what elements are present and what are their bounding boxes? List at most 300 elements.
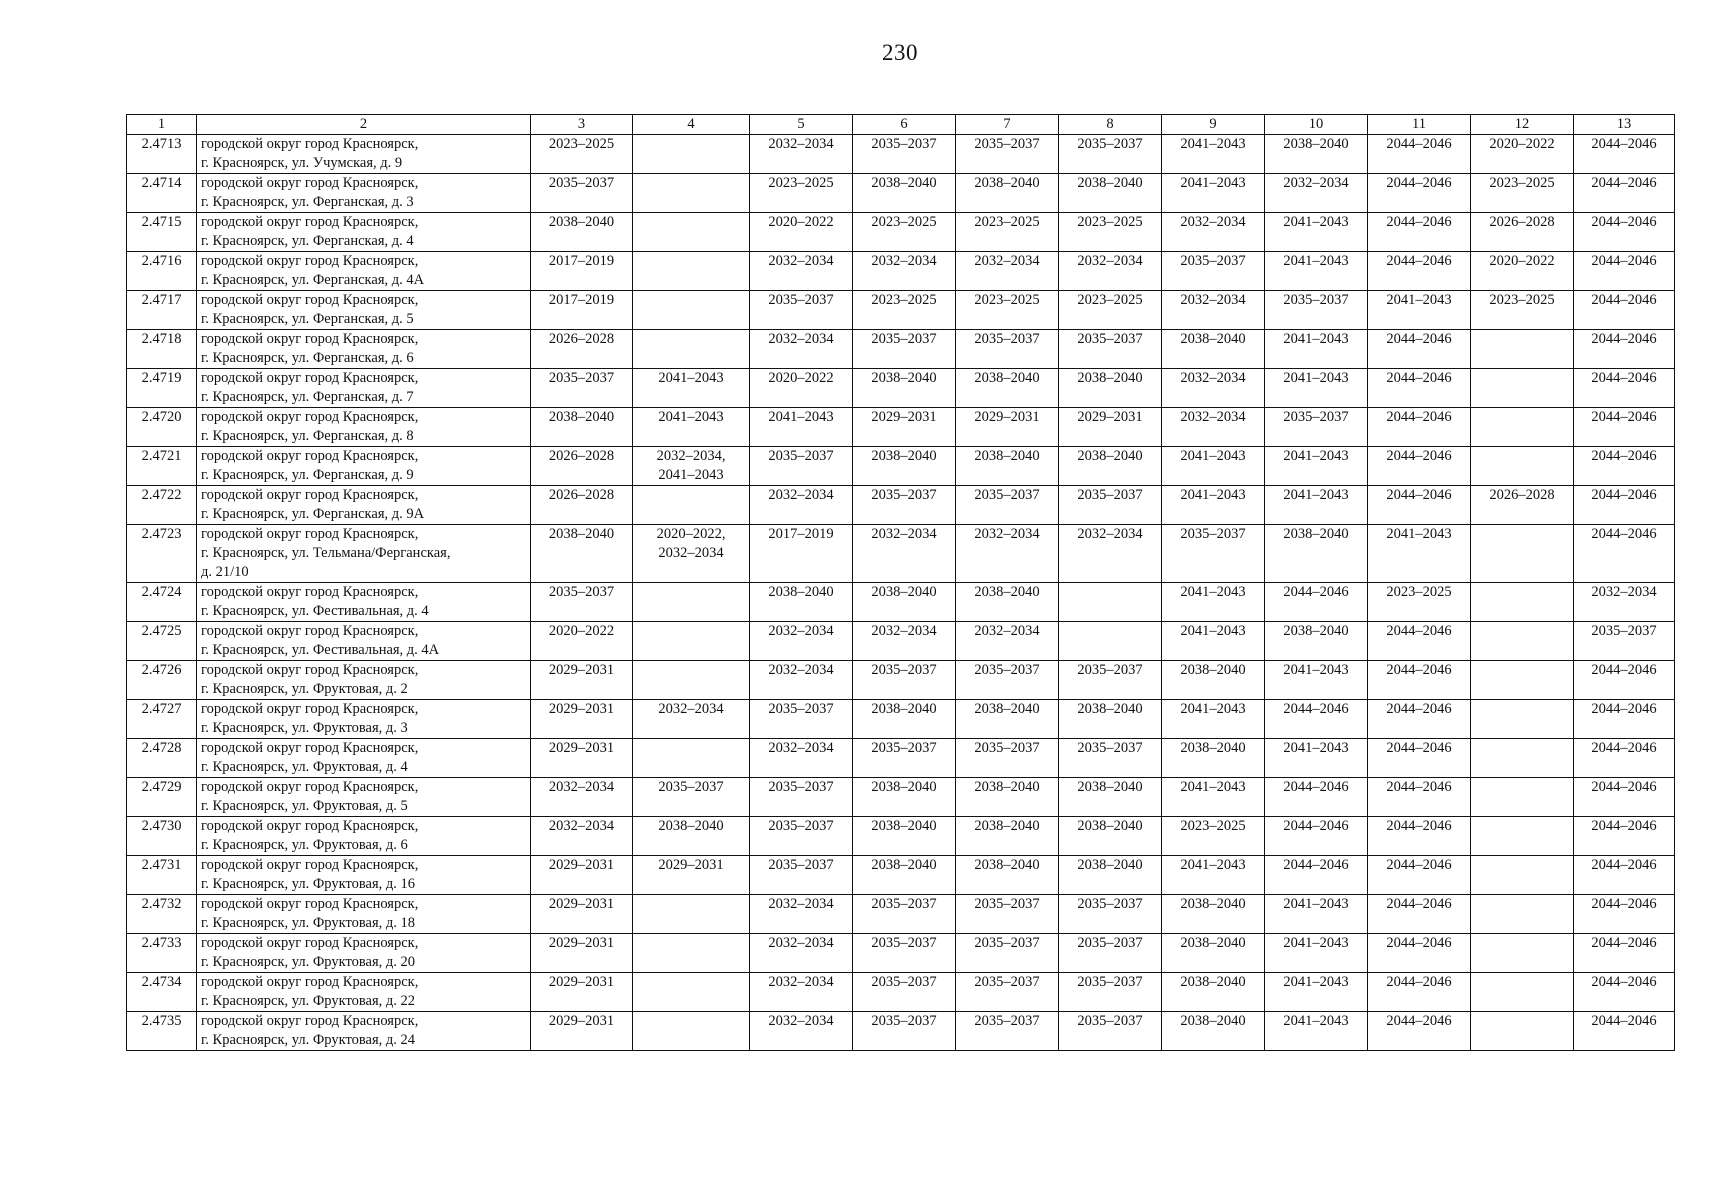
address-line: г. Красноярск, ул. Ферганская, д. 7	[201, 389, 414, 405]
address-line: городской округ город Красноярск,	[201, 701, 419, 717]
row-number-cell: 2.4733	[127, 934, 197, 973]
table-row	[127, 778, 1675, 817]
address-line: городской округ город Красноярск,	[201, 935, 419, 951]
table-row	[127, 895, 1675, 934]
row-number-cell: 2.4724	[127, 583, 197, 622]
period-cell-col-10: 2041–2043	[1265, 252, 1368, 291]
period-cell-col-7: 2032–2034	[956, 622, 1059, 661]
row-number-cell: 2.4732	[127, 895, 197, 934]
period-cell-col-9: 2038–2040	[1162, 661, 1265, 700]
period-cell-col-5: 2035–2037	[750, 856, 853, 895]
address-line: городской округ город Красноярск,	[201, 818, 419, 834]
period-cell-col-9: 2041–2043	[1162, 486, 1265, 525]
table-row	[127, 486, 1675, 525]
period-cell-col-11: 2023–2025	[1368, 583, 1471, 622]
period-cell-col-9: 2032–2034	[1162, 408, 1265, 447]
period-cell-col-7: 2035–2037	[956, 330, 1059, 369]
period-cell-col-12	[1471, 895, 1574, 934]
period-cell-col-6: 2038–2040	[853, 856, 956, 895]
address-cell	[197, 174, 531, 213]
period-cell-col-9: 2041–2043	[1162, 174, 1265, 213]
address-line: г. Красноярск, ул. Фруктовая, д. 6	[201, 837, 408, 853]
column-header-4: 4	[633, 115, 750, 135]
period-cell-col-11: 2044–2046	[1368, 1012, 1471, 1051]
address-cell	[197, 895, 531, 934]
period-cell-col-7: 2038–2040	[956, 583, 1059, 622]
row-number-cell: 2.4723	[127, 525, 197, 583]
column-number-header-row	[127, 115, 1675, 135]
period-cell-col-13: 2044–2046	[1574, 291, 1675, 330]
period-cell-col-13: 2044–2046	[1574, 486, 1675, 525]
period-cell-col-6: 2035–2037	[853, 973, 956, 1012]
period-cell-col-3: 2029–2031	[531, 661, 633, 700]
address-line: г. Красноярск, ул. Ферганская, д. 9	[201, 467, 414, 483]
period-cell-col-5: 2038–2040	[750, 583, 853, 622]
period-cell-col-11: 2044–2046	[1368, 174, 1471, 213]
period-cell-col-7: 2035–2037	[956, 661, 1059, 700]
period-cell-col-10: 2041–2043	[1265, 661, 1368, 700]
period-cell-col-12: 2020–2022	[1471, 135, 1574, 174]
period-cell-col-7: 2035–2037	[956, 486, 1059, 525]
period-cell-col-10: 2041–2043	[1265, 330, 1368, 369]
period-cell-col-13: 2044–2046	[1574, 213, 1675, 252]
period-cell-col-9: 2038–2040	[1162, 1012, 1265, 1051]
page-number: 230	[882, 40, 918, 65]
period-cell-col-4: 2041–2043	[633, 408, 750, 447]
period-cell-col-11: 2044–2046	[1368, 934, 1471, 973]
period-cell-col-11: 2044–2046	[1368, 252, 1471, 291]
column-header-8: 8	[1059, 115, 1162, 135]
schedule-table	[126, 114, 1675, 1051]
address-line: г. Красноярск, ул. Ферганская, д. 6	[201, 350, 414, 366]
table-row	[127, 856, 1675, 895]
address-cell	[197, 934, 531, 973]
address-line: г. Красноярск, ул. Фруктовая, д. 18	[201, 915, 415, 931]
period-cell-col-12	[1471, 778, 1574, 817]
period-cell-col-12: 2023–2025	[1471, 174, 1574, 213]
period-cell-col-13: 2044–2046	[1574, 369, 1675, 408]
table-row	[127, 174, 1675, 213]
table-row	[127, 447, 1675, 486]
address-line: г. Красноярск, ул. Фруктовая, д. 5	[201, 798, 408, 814]
period-cell-col-8: 2035–2037	[1059, 1012, 1162, 1051]
period-cell-col-4: 2035–2037	[633, 778, 750, 817]
period-cell-col-8: 2023–2025	[1059, 291, 1162, 330]
period-cell-col-7: 2038–2040	[956, 778, 1059, 817]
address-line: городской округ город Красноярск,	[201, 526, 419, 542]
period-cell-col-13: 2044–2046	[1574, 895, 1675, 934]
period-cell-col-6: 2035–2037	[853, 739, 956, 778]
period-cell-col-9: 2032–2034	[1162, 369, 1265, 408]
period-cell-col-5: 2035–2037	[750, 700, 853, 739]
period-cell-col-11: 2044–2046	[1368, 661, 1471, 700]
period-cell-col-6: 2023–2025	[853, 291, 956, 330]
address-cell	[197, 739, 531, 778]
address-line: городской округ город Красноярск,	[201, 175, 419, 191]
period-cell-col-4	[633, 291, 750, 330]
period-cell-col-10: 2044–2046	[1265, 700, 1368, 739]
address-cell	[197, 213, 531, 252]
period-cell-col-13: 2044–2046	[1574, 661, 1675, 700]
period-cell-col-5: 2032–2034	[750, 486, 853, 525]
row-number-cell: 2.4718	[127, 330, 197, 369]
address-line: г. Красноярск, ул. Фруктовая, д. 4	[201, 759, 408, 775]
period-cell-col-3: 2035–2037	[531, 174, 633, 213]
period-cell-col-3: 2026–2028	[531, 486, 633, 525]
address-line: г. Красноярск, ул. Ферганская, д. 4А	[201, 272, 425, 288]
period-cell-col-4	[633, 583, 750, 622]
period-cell-col-5: 2032–2034	[750, 135, 853, 174]
period-cell-col-8: 2035–2037	[1059, 934, 1162, 973]
period-cell-col-11: 2044–2046	[1368, 856, 1471, 895]
period-cell-col-13: 2044–2046	[1574, 447, 1675, 486]
period-cell-col-11: 2041–2043	[1368, 291, 1471, 330]
period-cell-col-4	[633, 135, 750, 174]
period-cell-col-10: 2041–2043	[1265, 369, 1368, 408]
period-cell-col-3: 2020–2022	[531, 622, 633, 661]
period-cell-col-10: 2041–2043	[1265, 973, 1368, 1012]
period-cell-col-3: 2029–2031	[531, 700, 633, 739]
period-cell-col-11: 2044–2046	[1368, 213, 1471, 252]
period-cell-col-12: 2026–2028	[1471, 486, 1574, 525]
period-cell-col-3: 2029–2031	[531, 973, 633, 1012]
address-cell	[197, 778, 531, 817]
period-cell-col-10: 2041–2043	[1265, 213, 1368, 252]
address-line: городской округ город Красноярск,	[201, 292, 419, 308]
table-body	[127, 115, 1675, 1051]
period-cell-col-5: 2023–2025	[750, 174, 853, 213]
address-line: городской округ город Красноярск,	[201, 740, 419, 756]
table-row	[127, 622, 1675, 661]
period-cell-col-6: 2038–2040	[853, 447, 956, 486]
period-cell-col-5: 2035–2037	[750, 778, 853, 817]
address-cell	[197, 486, 531, 525]
period-cell-col-6: 2035–2037	[853, 895, 956, 934]
period-cell-col-5: 2035–2037	[750, 447, 853, 486]
address-line: городской округ город Красноярск,	[201, 448, 419, 464]
period-cell-col-9: 2041–2043	[1162, 622, 1265, 661]
period-cell-col-5: 2032–2034	[750, 973, 853, 1012]
period-cell-col-12	[1471, 447, 1574, 486]
period-cell-col-4	[633, 330, 750, 369]
table-row	[127, 291, 1675, 330]
address-line: городской округ город Красноярск,	[201, 370, 419, 386]
row-number-cell: 2.4719	[127, 369, 197, 408]
period-cell-col-4	[633, 661, 750, 700]
address-line: городской округ город Красноярск,	[201, 409, 419, 425]
address-cell	[197, 330, 531, 369]
period-cell-col-12	[1471, 973, 1574, 1012]
table-row	[127, 525, 1675, 583]
period-cell-col-9: 2038–2040	[1162, 895, 1265, 934]
period-cell-col-5: 2032–2034	[750, 252, 853, 291]
address-line: д. 21/10	[201, 564, 249, 580]
period-cell-col-7: 2023–2025	[956, 213, 1059, 252]
period-cell-col-10: 2038–2040	[1265, 135, 1368, 174]
period-cell-col-4	[633, 252, 750, 291]
address-line: городской округ город Красноярск,	[201, 136, 419, 152]
period-cell-col-10: 2041–2043	[1265, 1012, 1368, 1051]
table-row	[127, 330, 1675, 369]
address-cell	[197, 408, 531, 447]
table-row	[127, 973, 1675, 1012]
period-cell-col-8	[1059, 583, 1162, 622]
period-cell-col-10: 2044–2046	[1265, 583, 1368, 622]
period-cell-col-6: 2035–2037	[853, 135, 956, 174]
period-cell-col-11: 2044–2046	[1368, 700, 1471, 739]
period-cell-col-12	[1471, 739, 1574, 778]
period-cell-col-4	[633, 213, 750, 252]
period-cell-col-5: 2032–2034	[750, 661, 853, 700]
period-cell-col-6: 2035–2037	[853, 661, 956, 700]
period-cell-col-6: 2032–2034	[853, 252, 956, 291]
address-line: городской округ город Красноярск,	[201, 214, 419, 230]
period-cell-col-12	[1471, 661, 1574, 700]
address-cell	[197, 135, 531, 174]
address-line: городской округ город Красноярск,	[201, 487, 419, 503]
period-cell-col-10: 2044–2046	[1265, 778, 1368, 817]
period-cell-col-13: 2044–2046	[1574, 817, 1675, 856]
address-cell	[197, 973, 531, 1012]
table-row	[127, 817, 1675, 856]
period-cell-col-3: 2029–2031	[531, 856, 633, 895]
period-cell-col-6: 2023–2025	[853, 213, 956, 252]
row-number-cell: 2.4726	[127, 661, 197, 700]
period-cell-col-13: 2044–2046	[1574, 739, 1675, 778]
period-cell-col-8: 2029–2031	[1059, 408, 1162, 447]
row-number-cell: 2.4728	[127, 739, 197, 778]
period-cell-col-7: 2038–2040	[956, 369, 1059, 408]
row-number-cell: 2.4730	[127, 817, 197, 856]
period-cell-col-5: 2020–2022	[750, 213, 853, 252]
period-cell-col-7: 2035–2037	[956, 934, 1059, 973]
period-cell-col-4: 2041–2043	[633, 369, 750, 408]
period-cell-col-9: 2041–2043	[1162, 447, 1265, 486]
period-cell-col-9: 2041–2043	[1162, 700, 1265, 739]
period-cell-col-3: 2029–2031	[531, 1012, 633, 1051]
period-cell-col-3: 2017–2019	[531, 252, 633, 291]
period-cell-col-13: 2044–2046	[1574, 330, 1675, 369]
period-cell-col-11: 2041–2043	[1368, 525, 1471, 583]
period-cell-col-9: 2038–2040	[1162, 973, 1265, 1012]
address-line: г. Красноярск, ул. Фестивальная, д. 4А	[201, 642, 440, 658]
period-cell-col-5: 2017–2019	[750, 525, 853, 583]
period-cell-col-7: 2032–2034	[956, 525, 1059, 583]
column-header-5: 5	[750, 115, 853, 135]
period-cell-col-9: 2041–2043	[1162, 135, 1265, 174]
period-cell-col-7: 2038–2040	[956, 817, 1059, 856]
period-cell-col-4: 2032–2034, 2041–2043	[633, 447, 750, 486]
address-cell	[197, 1012, 531, 1051]
period-cell-col-8: 2038–2040	[1059, 447, 1162, 486]
address-line: г. Красноярск, ул. Учумская, д. 9	[201, 155, 403, 171]
address-line: г. Красноярск, ул. Фруктовая, д. 20	[201, 954, 415, 970]
period-cell-col-13: 2044–2046	[1574, 525, 1675, 583]
period-cell-col-6: 2035–2037	[853, 486, 956, 525]
period-cell-col-8: 2035–2037	[1059, 135, 1162, 174]
row-number-cell: 2.4722	[127, 486, 197, 525]
row-number-cell: 2.4715	[127, 213, 197, 252]
period-cell-col-11: 2044–2046	[1368, 778, 1471, 817]
period-cell-col-10: 2035–2037	[1265, 291, 1368, 330]
period-cell-col-10: 2032–2034	[1265, 174, 1368, 213]
period-cell-col-8: 2038–2040	[1059, 700, 1162, 739]
period-cell-col-10: 2041–2043	[1265, 447, 1368, 486]
period-cell-col-11: 2044–2046	[1368, 369, 1471, 408]
address-cell	[197, 661, 531, 700]
address-line: г. Красноярск, ул. Тельмана/Ферганская,	[201, 545, 451, 561]
period-cell-col-3: 2026–2028	[531, 447, 633, 486]
period-cell-col-9: 2041–2043	[1162, 778, 1265, 817]
period-cell-col-13: 2044–2046	[1574, 778, 1675, 817]
period-cell-col-13: 2044–2046	[1574, 135, 1675, 174]
period-cell-col-5: 2020–2022	[750, 369, 853, 408]
period-cell-col-8: 2035–2037	[1059, 330, 1162, 369]
address-cell	[197, 252, 531, 291]
table-row	[127, 408, 1675, 447]
period-cell-col-5: 2032–2034	[750, 622, 853, 661]
period-cell-col-8: 2023–2025	[1059, 213, 1162, 252]
period-cell-col-11: 2044–2046	[1368, 895, 1471, 934]
period-cell-col-8: 2032–2034	[1059, 252, 1162, 291]
address-line: г. Красноярск, ул. Фруктовая, д. 2	[201, 681, 408, 697]
period-cell-col-10: 2038–2040	[1265, 622, 1368, 661]
period-cell-col-12	[1471, 622, 1574, 661]
row-number-cell: 2.4720	[127, 408, 197, 447]
period-cell-col-13: 2044–2046	[1574, 1012, 1675, 1051]
period-cell-col-6: 2035–2037	[853, 934, 956, 973]
address-line: городской округ город Красноярск,	[201, 896, 419, 912]
address-line: городской округ город Красноярск,	[201, 974, 419, 990]
period-cell-col-12	[1471, 700, 1574, 739]
period-cell-col-13: 2044–2046	[1574, 700, 1675, 739]
period-cell-col-7: 2035–2037	[956, 895, 1059, 934]
period-cell-col-6: 2038–2040	[853, 700, 956, 739]
period-cell-col-11: 2044–2046	[1368, 739, 1471, 778]
period-cell-col-12	[1471, 583, 1574, 622]
period-cell-col-10: 2038–2040	[1265, 525, 1368, 583]
table-row	[127, 934, 1675, 973]
schedule-table-container	[126, 114, 1675, 1051]
period-cell-col-6: 2035–2037	[853, 330, 956, 369]
period-cell-col-9: 2035–2037	[1162, 252, 1265, 291]
period-cell-col-12	[1471, 525, 1574, 583]
period-cell-col-13: 2044–2046	[1574, 174, 1675, 213]
period-cell-col-3: 2038–2040	[531, 213, 633, 252]
period-cell-col-11: 2044–2046	[1368, 817, 1471, 856]
column-header-13: 13	[1574, 115, 1675, 135]
period-cell-col-9: 2035–2037	[1162, 525, 1265, 583]
period-cell-col-4	[633, 486, 750, 525]
address-cell	[197, 525, 531, 583]
row-number-cell: 2.4729	[127, 778, 197, 817]
period-cell-col-12	[1471, 856, 1574, 895]
column-header-2: 2	[197, 115, 531, 135]
period-cell-col-9: 2032–2034	[1162, 291, 1265, 330]
period-cell-col-3: 2029–2031	[531, 739, 633, 778]
period-cell-col-10: 2041–2043	[1265, 739, 1368, 778]
period-cell-col-7: 2035–2037	[956, 739, 1059, 778]
period-cell-col-8: 2035–2037	[1059, 486, 1162, 525]
period-cell-col-11: 2044–2046	[1368, 408, 1471, 447]
period-cell-col-10: 2035–2037	[1265, 408, 1368, 447]
row-number-cell: 2.4717	[127, 291, 197, 330]
period-cell-col-5: 2032–2034	[750, 739, 853, 778]
table-row	[127, 1012, 1675, 1051]
period-cell-col-10: 2044–2046	[1265, 817, 1368, 856]
column-header-3: 3	[531, 115, 633, 135]
period-cell-col-8: 2038–2040	[1059, 817, 1162, 856]
table-row	[127, 135, 1675, 174]
address-line: городской округ город Красноярск,	[201, 662, 419, 678]
period-cell-col-4	[633, 622, 750, 661]
period-cell-col-3: 2035–2037	[531, 583, 633, 622]
period-cell-col-3: 2023–2025	[531, 135, 633, 174]
address-line: г. Красноярск, ул. Фруктовая, д. 16	[201, 876, 415, 892]
period-cell-col-11: 2044–2046	[1368, 135, 1471, 174]
address-line: г. Красноярск, ул. Ферганская, д. 8	[201, 428, 414, 444]
column-header-1: 1	[127, 115, 197, 135]
period-cell-col-7: 2032–2034	[956, 252, 1059, 291]
period-cell-col-8: 2035–2037	[1059, 739, 1162, 778]
period-cell-col-8: 2032–2034	[1059, 525, 1162, 583]
period-cell-col-9: 2041–2043	[1162, 583, 1265, 622]
period-cell-col-5: 2032–2034	[750, 1012, 853, 1051]
period-cell-col-4	[633, 1012, 750, 1051]
period-cell-col-6: 2035–2037	[853, 1012, 956, 1051]
address-line: городской округ город Красноярск,	[201, 584, 419, 600]
period-cell-col-12	[1471, 330, 1574, 369]
period-cell-col-9: 2032–2034	[1162, 213, 1265, 252]
period-cell-col-13: 2044–2046	[1574, 252, 1675, 291]
row-number-cell: 2.4721	[127, 447, 197, 486]
table-row	[127, 661, 1675, 700]
period-cell-col-7: 2029–2031	[956, 408, 1059, 447]
period-cell-col-4	[633, 895, 750, 934]
period-cell-col-4	[633, 174, 750, 213]
period-cell-col-8: 2038–2040	[1059, 174, 1162, 213]
column-header-12: 12	[1471, 115, 1574, 135]
address-line: городской округ город Красноярск,	[201, 253, 419, 269]
period-cell-col-6: 2029–2031	[853, 408, 956, 447]
address-line: городской округ город Красноярск,	[201, 623, 419, 639]
table-row	[127, 739, 1675, 778]
row-number-cell: 2.4725	[127, 622, 197, 661]
period-cell-col-12: 2023–2025	[1471, 291, 1574, 330]
period-cell-col-9: 2038–2040	[1162, 330, 1265, 369]
period-cell-col-8	[1059, 622, 1162, 661]
period-cell-col-3: 2032–2034	[531, 817, 633, 856]
column-header-6: 6	[853, 115, 956, 135]
period-cell-col-8: 2038–2040	[1059, 856, 1162, 895]
column-header-11: 11	[1368, 115, 1471, 135]
period-cell-col-3: 2038–2040	[531, 408, 633, 447]
period-cell-col-4: 2038–2040	[633, 817, 750, 856]
address-cell	[197, 622, 531, 661]
row-number-cell: 2.4713	[127, 135, 197, 174]
table-row	[127, 583, 1675, 622]
period-cell-col-4: 2029–2031	[633, 856, 750, 895]
address-cell	[197, 700, 531, 739]
row-number-cell: 2.4735	[127, 1012, 197, 1051]
row-number-cell: 2.4731	[127, 856, 197, 895]
address-line: г. Красноярск, ул. Фестивальная, д. 4	[201, 603, 429, 619]
period-cell-col-3: 2029–2031	[531, 934, 633, 973]
address-line: г. Красноярск, ул. Ферганская, д. 9А	[201, 506, 425, 522]
address-line: г. Красноярск, ул. Ферганская, д. 5	[201, 311, 414, 327]
address-cell	[197, 447, 531, 486]
period-cell-col-11: 2044–2046	[1368, 486, 1471, 525]
